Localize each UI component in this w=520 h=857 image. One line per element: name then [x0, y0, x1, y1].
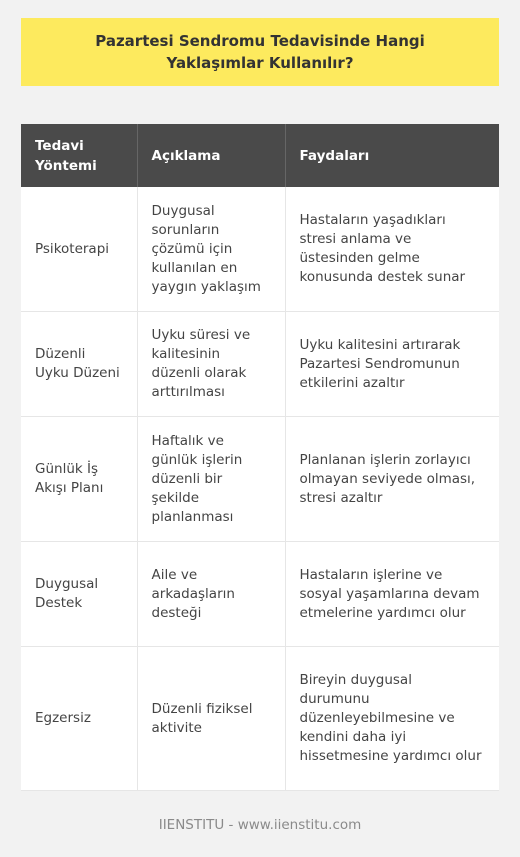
cell-description: Düzenli fiziksel aktivite — [137, 647, 285, 791]
header-description: Açıklama — [137, 124, 285, 187]
table-row — [21, 312, 499, 417]
table-row — [21, 187, 499, 312]
cell-description: Uyku süresi ve kalitesinin düzenli olarak arttırılması — [137, 312, 285, 417]
table-header-row — [21, 124, 499, 187]
footer-credit: IIENSTITU - www.iienstitu.com — [158, 817, 362, 833]
page-title: Pazartesi Sendromu Tedavisinde Hangi Yaklaşımlar Kullanılır? — [95, 32, 425, 72]
table-row — [21, 647, 499, 791]
cell-description: Haftalık ve günlük işlerin düzenli bir şekilde planlanması — [137, 417, 285, 542]
cell-description: Duygusal sorunların çözümü için kullanılan en yaygın yaklaşım — [137, 187, 285, 312]
header-benefits: Faydaları — [285, 124, 499, 187]
cell-method: Psikoterapi — [21, 187, 137, 312]
cell-method: Düzenli Uyku Düzeni — [21, 312, 137, 417]
cell-benefits: Hastaların işlerine ve sosyal yaşamlarına devam etmelerine yardımcı olur — [285, 542, 499, 647]
cell-method: Günlük İş Akışı Planı — [21, 417, 137, 542]
cell-method: Egzersiz — [21, 647, 137, 791]
cell-method: Duygusal Destek — [21, 542, 137, 647]
cell-benefits: Uyku kalitesini artırarak Pazartesi Sendromunun etkilerini azaltır — [285, 312, 499, 417]
title-banner — [21, 18, 499, 86]
table-row — [21, 542, 499, 647]
cell-benefits: Planlanan işlerin zorlayıcı olmayan seviyede olması, stresi azaltır — [285, 417, 499, 542]
cell-benefits: Bireyin duygusal durumunu düzenleyebilmesine ve kendini daha iyi hissetmesine yardımcı olur — [285, 647, 499, 791]
cell-benefits: Hastaların yaşadıkları stresi anlama ve üstesinden gelme konusunda destek sunar — [285, 187, 499, 312]
treatment-table — [21, 124, 499, 791]
header-method: Tedavi Yöntemi — [21, 124, 137, 187]
table-row — [21, 417, 499, 542]
cell-description: Aile ve arkadaşların desteği — [137, 542, 285, 647]
